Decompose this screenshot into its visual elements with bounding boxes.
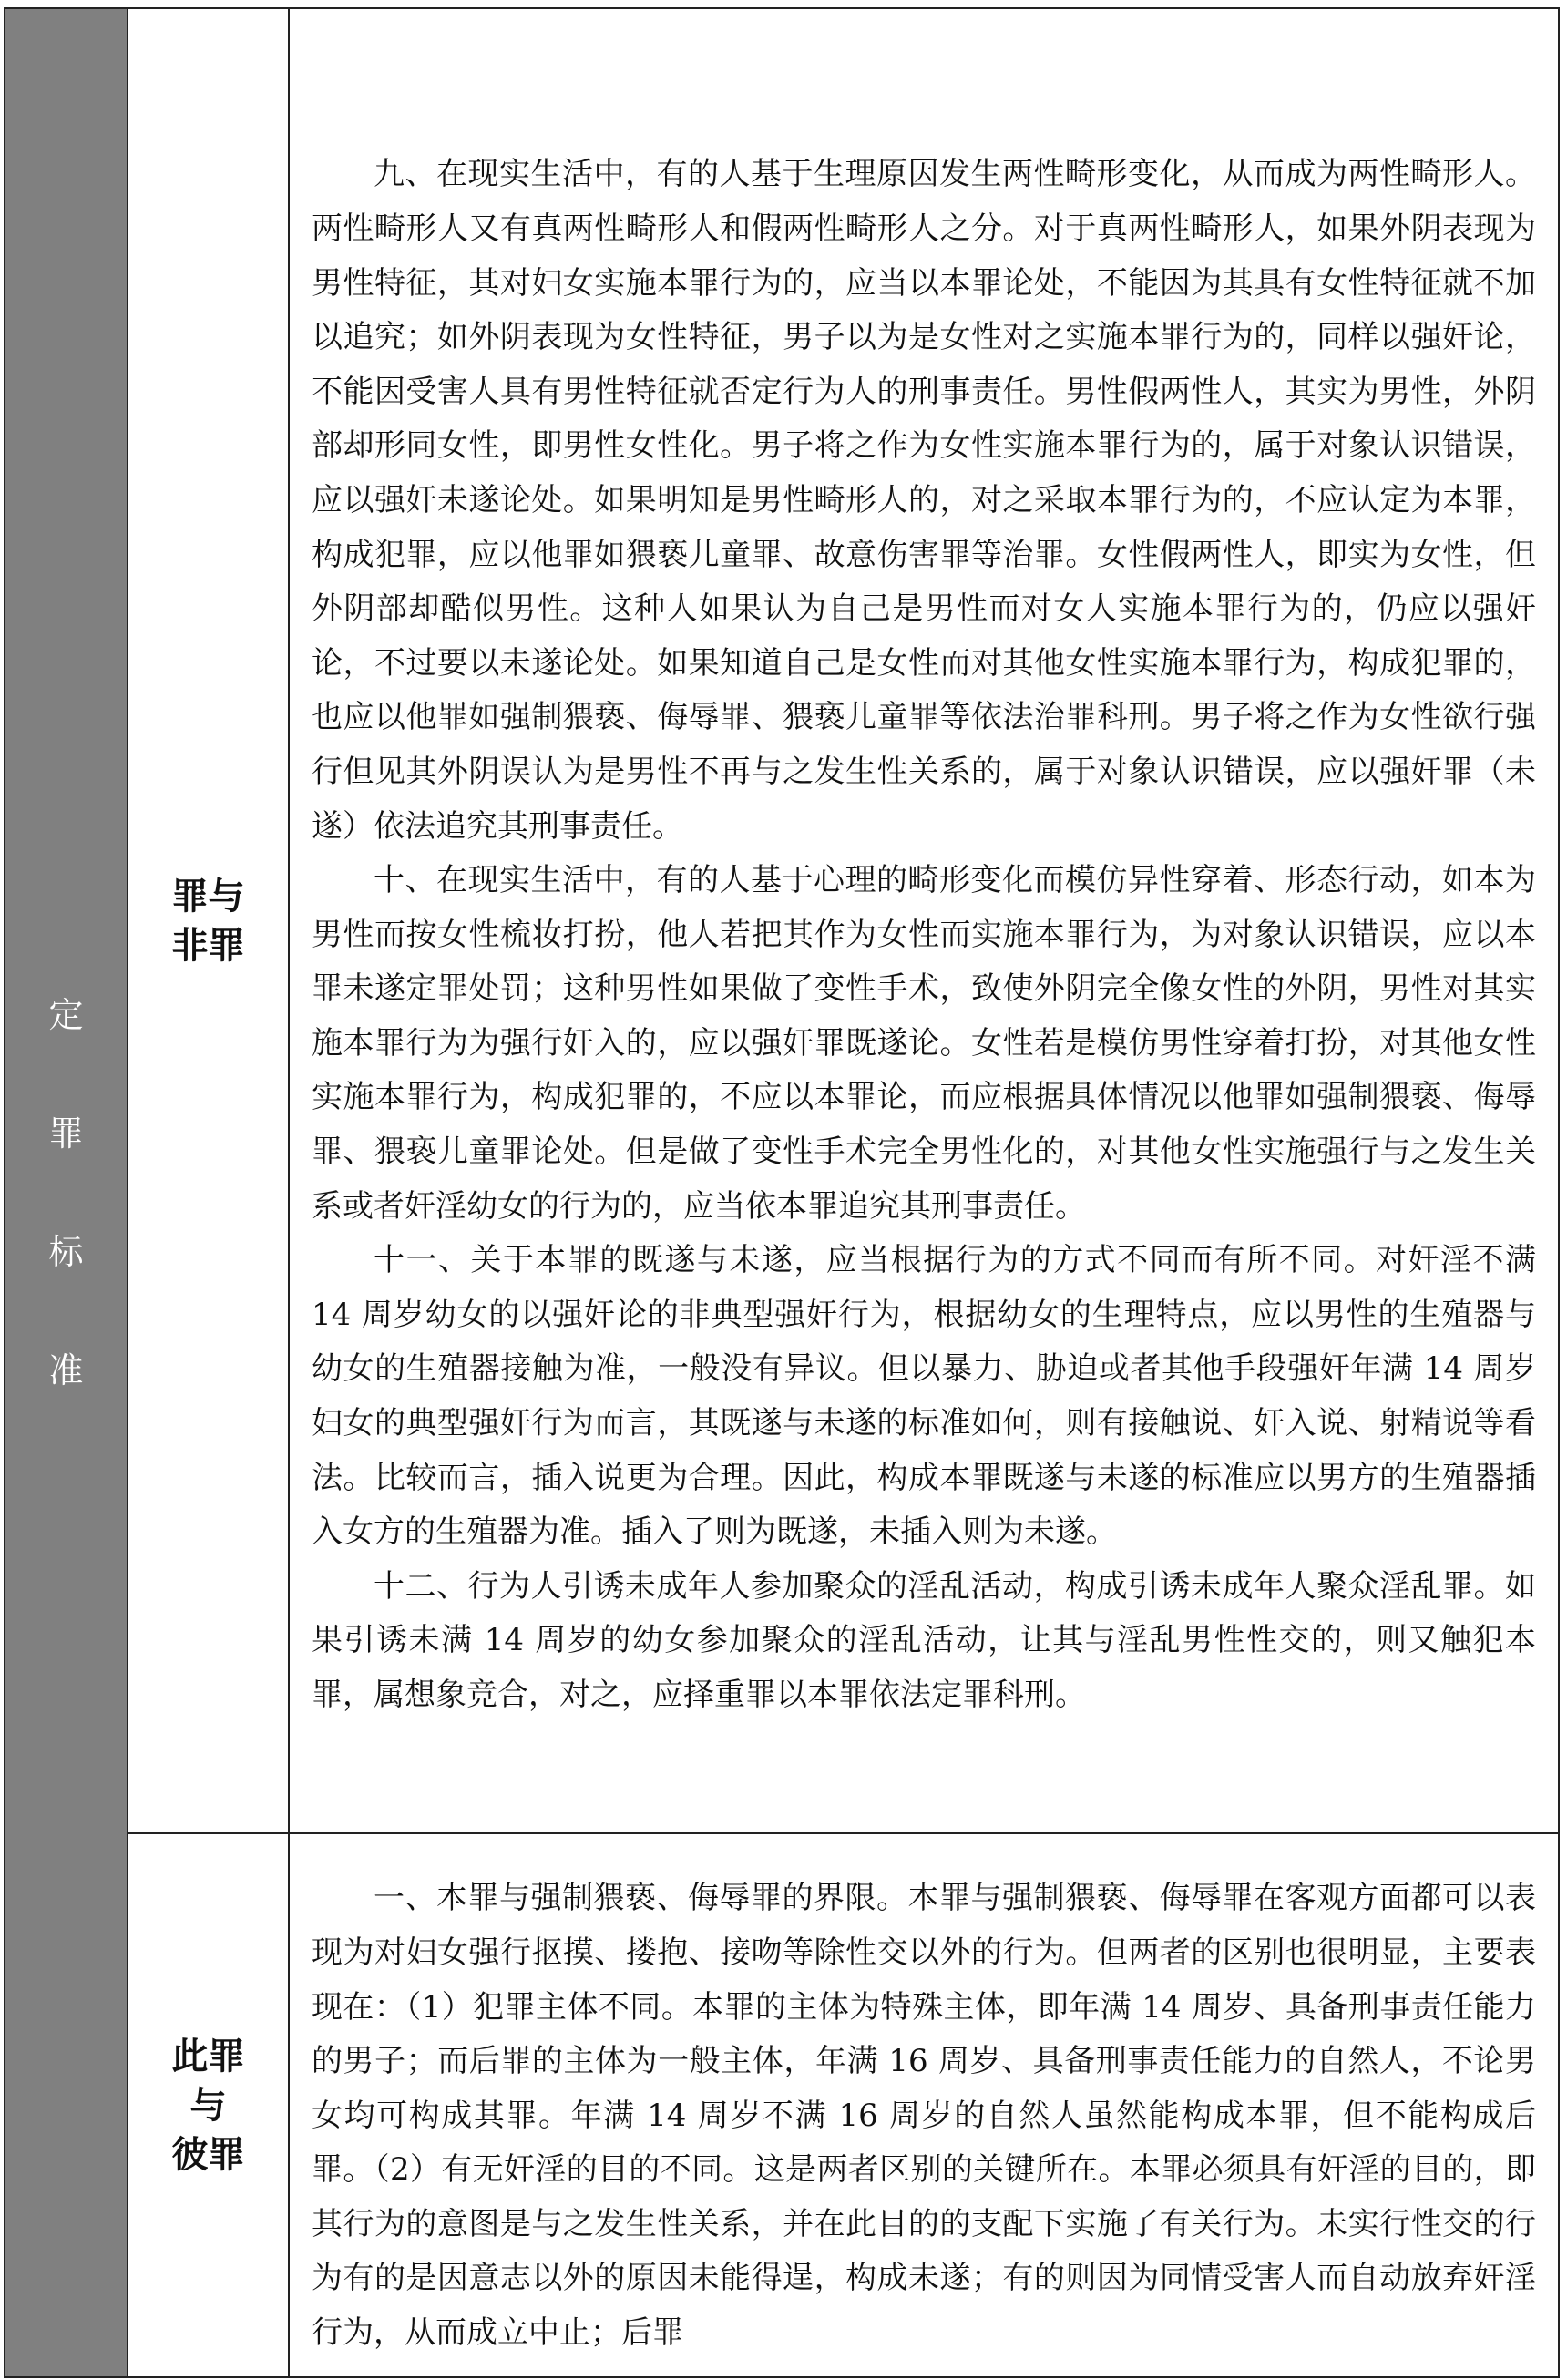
main-label-cell [5,8,128,2377]
main-label [5,956,127,1430]
section-label [128,872,288,970]
criteria-table [4,7,1560,2378]
section-label-cell [128,1833,289,2377]
paragraph: 一、本罪与强制猥亵、侮辱罪的界限。本罪与强制猥亵、侮辱罪在客观方面都可以表现为对妇女强行抠摸、搂抱、接吻等除性交以外的行为。但两者的区别也很明显，主要表现在：（1）犯罪主体不同。本罪的主体为特殊主体，即年满 14 周岁、具备刑事责任能力的男子；而后罪的主体为一般主体，年满 16 周岁、具备刑事责任能力的自然人，不论男女均可构成其罪。年满 14 周岁不满 16 周岁的自然人虽然能构成本罪，但不能构成后罪。（2）有无奸淫的目的不同。这是两者区别的关键所在。本罪必须具有奸淫的目的，即其行为的意图是与之发生性关系，并在此目的的支配下实施了有关行为。未实行性交的行为有的是因意志以外的原因未能得逞，构成未遂；有的则因为同情受害人而自动放弃奸淫行为，从而成立中止；后罪 [312,1880,1536,2352]
section-content [290,118,1558,1722]
paragraph: 十、在现实生活中，有的人基于心理的畸形变化而模仿异性穿着、形态行动，如本为男性而按女性梳妆打扮，他人若把其作为女性而实施本罪行为，为对象认识错误，应以本罪未遂定罪处罚；这种男性如果做了变性手术，致使外阴完全像女性的外阴，男性对其实施本罪行为为强行奸入的，应以强奸罪既遂论。女性若是模仿男性穿着打扮，对其他女性实施本罪行为，构成犯罪的，不应以本罪论，而应根据具体情况以他罪如强制猥亵、侮辱罪、猥亵儿童罪论处。但是做了变性手术完全男性化的，对其他女性实施强行与之发生关系或者奸淫幼女的行为的，应当依本罪追究其刑事责任。 [312,862,1536,1225]
main-label-char: 罪 [48,1113,84,1154]
section-content-cell [289,8,1559,1833]
main-label-char: 标 [48,1232,84,1272]
main-label-char: 定 [48,995,84,1035]
paragraph: 十二、行为人引诱未成年人参加聚众的淫乱活动，构成引诱未成年人聚众淫乱罪。如果引诱未满 14 周岁的幼女参加聚众的淫乱活动，让其与淫乱男性性交的，则又触犯本罪，属想象竞合，对之，应择重罪以本罪依法定罪科刑。 [312,1567,1536,1714]
section-content [290,1850,1558,2360]
main-label-char: 准 [48,1350,84,1390]
section-label-cell [128,8,289,1833]
section-label-line: 此罪 [171,2035,245,2077]
section-label-line: 与 [189,2084,227,2127]
row-this-crime-vs-that [5,1833,1559,2377]
section-label-line: 罪与 [171,875,245,918]
section-label-line: 彼罪 [171,2133,245,2176]
row-crime-vs-noncrime [5,8,1559,1833]
section-label-line: 非罪 [171,924,245,967]
paragraph: 九、在现实生活中，有的人基于生理原因发生两性畸形变化，从而成为两性畸形人。两性畸形人又有真两性畸形人和假两性畸形人之分。对于真两性畸形人，如果外阴表现为男性特征，其对妇女实施本罪行为的，应当以本罪论处，不能因为其具有女性特征就不加以追究；如外阴表现为女性特征，男子以为是女性对之实施本罪行为的，同样以强奸论，不能因受害人具有男性特征就否定行为人的刑事责任。男性假两性人，其实为男性，外阴部却形同女性，即男性女性化。男子将之作为女性实施本罪行为的，属于对象认识错误，应以强奸未遂论处。如果明知是男性畸形人的，对之采取本罪行为的，不应认定为本罪，构成犯罪，应以他罪如猥亵儿童罪、故意伤害罪等治罪。女性假两性人，即实为女性，但外阴部却酷似男性。这种人如果认为自己是男性而对女人实施本罪行为的，仍应以强奸论，不过要以未遂论处。如果知道自己是女性而对其他女性实施本罪行为，构成犯罪的，也应以他罪如强制猥亵、侮辱罪、猥亵儿童罪等依法治罪科刑。男子将之作为女性欲行强行但见其外阴误认为是男性不再与之发生性关系的，属于对象认识错误，应以强奸罪（未遂）依法追究其刑事责任。 [312,156,1536,845]
paragraph: 十一、关于本罪的既遂与未遂，应当根据行为的方式不同而有所不同。对奸淫不满 14 周岁幼女的以强奸论的非典型强奸行为，根据幼女的生理特点，应以男性的生殖器与幼女的生殖器接触为准，一般没有异议。但以暴力、胁迫或者其他手段强奸年满 14 周岁妇女的典型强奸行为而言，其既遂与未遂的标准如何，则有接触说、奸入说、射精说等看法。比较而言，插入说更为合理。因此，构成本罪既遂与未遂的标准应以男方的生殖器插入女方的生殖器为准。插入了则为既遂，未插入则为未遂。 [312,1242,1536,1551]
section-label [128,2032,288,2180]
section-content-cell [289,1833,1559,2377]
